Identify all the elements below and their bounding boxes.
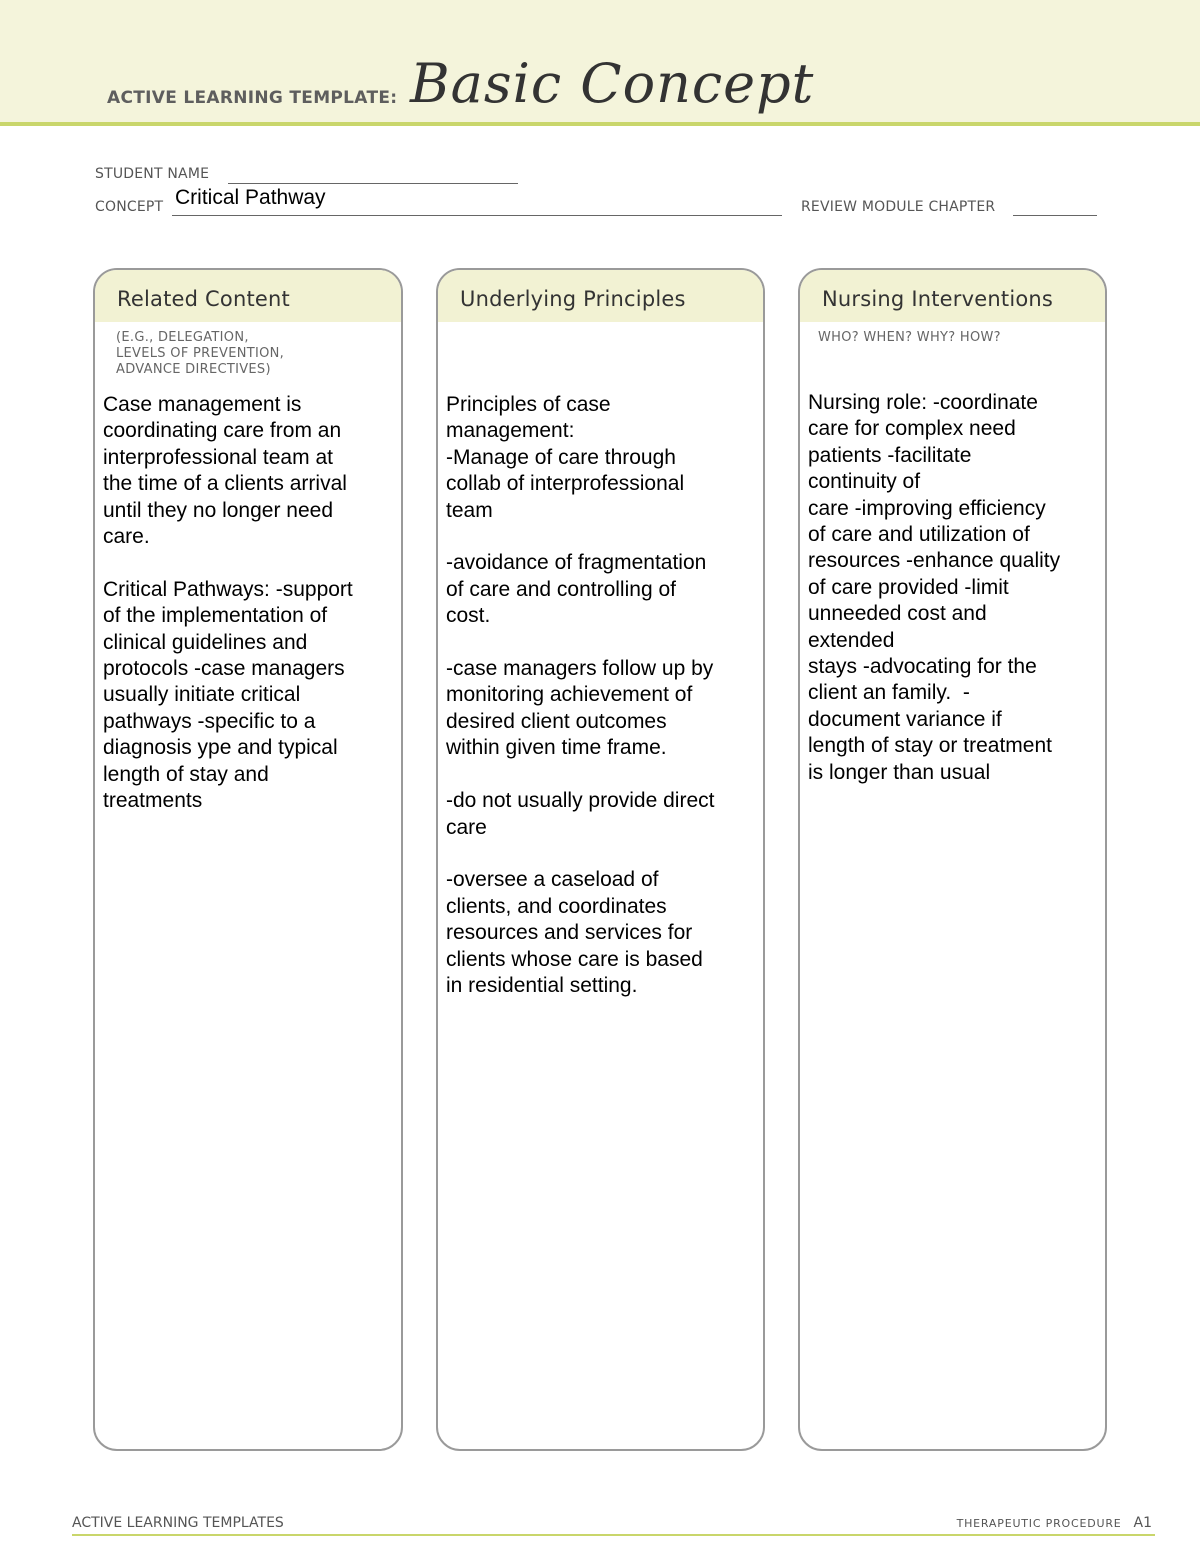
footer-page: A1 <box>1133 1515 1152 1531</box>
review-module-field[interactable] <box>1013 214 1097 216</box>
related-content-body[interactable]: Case management is coordinating care from an interprofessional team at the time of a clients arrival until they no longer need care. Critical Pathways: -support of the implementation of clinical guidelines and protocols -case managers usually initiate critical pathways -specific to a diagnosis ype and typical length of stay and treatments <box>103 393 353 813</box>
panel-title: Underlying Principles <box>438 270 763 322</box>
footer-left: ACTIVE LEARNING TEMPLATES <box>72 1515 284 1531</box>
review-module-label: REVIEW MODULE CHAPTER <box>801 199 996 215</box>
panel-nursing-interventions <box>798 268 1107 1451</box>
student-name-label: STUDENT NAME <box>95 166 210 182</box>
student-name-field[interactable] <box>228 182 518 184</box>
panel-underlying-principles <box>436 268 765 1451</box>
footer-right <box>957 1515 1152 1531</box>
panel-subtitle: (E.G., DELEGATION, LEVELS OF PREVENTION, ADVANCE DIRECTIVES) <box>116 330 285 377</box>
underlying-principles-body[interactable]: Principles of case management: -Manage of care through collab of interprofessional team -avoidance of fragmentation of care and controlling of cost. -case managers follow up by monitoring achievement of desired client outcomes within given time frame. -do not usually provide direct care -oversee a caseload of clients, and coordinates resources and services for clients whose care is based in residential setting. <box>446 393 715 997</box>
footer-procedure: THERAPEUTIC PROCEDURE <box>956 1517 1122 1530</box>
concept-field[interactable] <box>172 214 782 216</box>
panel-title: Related Content <box>95 270 401 322</box>
concept-label: CONCEPT <box>95 199 164 215</box>
concept-value: Critical Pathway <box>175 186 326 209</box>
template-label: ACTIVE LEARNING TEMPLATE: <box>107 88 398 108</box>
panel-title: Nursing Interventions <box>800 270 1105 322</box>
nursing-interventions-body[interactable]: Nursing role: -coordinate care for complex need patients -facilitate continuity of care -improving efficiency of care and utilization of resources -enhance quality of care provided -limit unneeded cost and extended stays -advocating for the client an family. - document variance if length of stay or treatment is longer than usual <box>808 391 1061 784</box>
header-rule <box>0 122 1200 126</box>
panel-subtitle: WHO? WHEN? WHY? HOW? <box>818 330 1001 345</box>
panel-related-content <box>93 268 403 1451</box>
template-title: Basic Concept <box>410 52 815 115</box>
footer-rule <box>72 1534 1155 1536</box>
